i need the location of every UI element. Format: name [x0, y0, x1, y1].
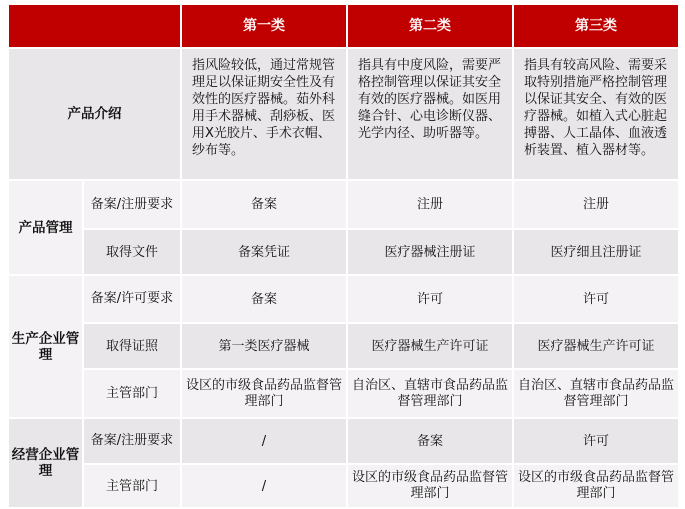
header-class2: 第二类	[347, 4, 513, 48]
production-license-class3: 医疗器械生产许可证	[513, 323, 679, 369]
production-authority-row	[8, 369, 679, 418]
header-corner	[8, 4, 181, 48]
production-license-row	[8, 323, 679, 369]
business-reg-label: 备案/注册要求	[83, 418, 181, 464]
production-mgmt-label: 生产企业管理	[8, 275, 83, 418]
production-license-class1: 第一类医疗器械	[181, 323, 347, 369]
business-authority-class1: /	[181, 464, 347, 508]
production-authority-label: 主管部门	[83, 369, 181, 418]
production-permit-class1: 备案	[181, 275, 347, 323]
intro-class1: 指风险较低，通过常规管理足以保证期安全性及有效性的医疗器械。茹外科用手术器械、刮痧板、医用X光胶片、手术衣帽、纱布等。	[181, 48, 347, 180]
business-authority-label: 主管部门	[83, 464, 181, 508]
product-doc-class1: 备案凭证	[181, 229, 347, 275]
product-doc-class3: 医疗细且注册证	[513, 229, 679, 275]
intro-class3: 指具有较高风险、需要采取特别措施严格控制管理以保证其安全、有效的医疗器械。如植入式心脏起搏器、人工晶体、血液透析装置、植入器材等。	[513, 48, 679, 180]
business-mgmt-label: 经营企业管理	[8, 418, 83, 508]
business-authority-row	[8, 464, 679, 508]
business-reg-row	[8, 418, 679, 464]
production-authority-class1: 设区的市级食品药品监督管理部门	[181, 369, 347, 418]
intro-class2: 指具有中度风险，需要严格控制管理以保证其安全有效的医疗器械。如医用缝合针、心电诊断仪器、光学内径、助听器等。	[347, 48, 513, 180]
product-doc-class2: 医疗器械注册证	[347, 229, 513, 275]
product-reg-row	[8, 180, 679, 229]
production-permit-class3: 许可	[513, 275, 679, 323]
business-reg-class2: 备案	[347, 418, 513, 464]
intro-label: 产品介绍	[8, 48, 181, 180]
medical-device-classification-table	[7, 3, 680, 509]
product-reg-class2: 注册	[347, 180, 513, 229]
production-permit-label: 备案/许可要求	[83, 275, 181, 323]
production-permit-class2: 许可	[347, 275, 513, 323]
product-doc-row	[8, 229, 679, 275]
business-authority-class2: 设区的市级食品药品监督管理部门	[347, 464, 513, 508]
production-license-label: 取得证照	[83, 323, 181, 369]
business-reg-class1: /	[181, 418, 347, 464]
production-authority-class2: 自治区、直辖市食品药品监督管理部门	[347, 369, 513, 418]
header-row	[8, 4, 679, 48]
intro-row	[8, 48, 679, 180]
product-reg-label: 备案/注册要求	[83, 180, 181, 229]
product-mgmt-label: 产品管理	[8, 180, 83, 275]
business-authority-class3: 设区的市级食品药品监督管理部门	[513, 464, 679, 508]
product-reg-class1: 备案	[181, 180, 347, 229]
business-reg-class3: 许可	[513, 418, 679, 464]
header-class1: 第一类	[181, 4, 347, 48]
header-class3: 第三类	[513, 4, 679, 48]
production-permit-row	[8, 275, 679, 323]
production-authority-class3: 自治区、直辖市食品药品监督管理部门	[513, 369, 679, 418]
product-reg-class3: 注册	[513, 180, 679, 229]
product-doc-label: 取得文件	[83, 229, 181, 275]
production-license-class2: 医疗器械生产许可证	[347, 323, 513, 369]
